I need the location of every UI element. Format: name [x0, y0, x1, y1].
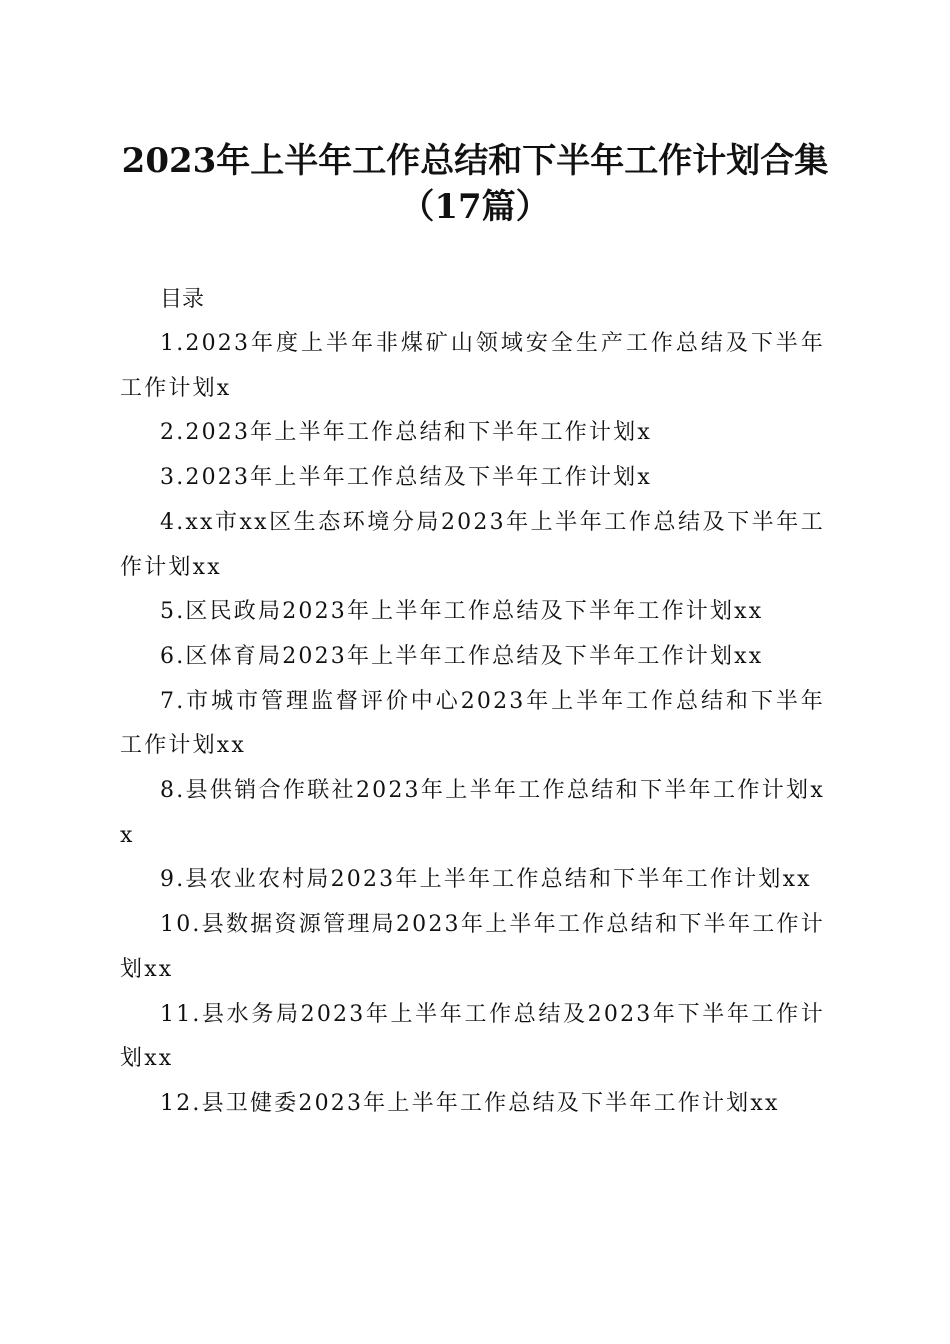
- toc-item-7: 7.市城市管理监督评价中心2023年上半年工作总结和下半年工作计划xx: [120, 688, 825, 759]
- toc-item-6: 6.区体育局2023年上半年工作总结及下半年工作计划xx: [160, 643, 764, 669]
- toc-item-8: 8.县供销合作联社2023年上半年工作总结和下半年工作计划xx: [120, 778, 825, 848]
- toc-list: [120, 322, 825, 1127]
- toc-item-10: 10.县数据资源管理局2023年上半年工作总结和下半年工作计划xx: [120, 912, 825, 982]
- toc-item-3: 3.2023年上半年工作总结及下半年工作计划x: [160, 465, 652, 491]
- toc-item-12: 12.县卫健委2023年上半年工作总结及下半年工作计划xx: [160, 1090, 780, 1116]
- toc-heading: 目录: [160, 287, 205, 312]
- toc-item-1: 1.2023年度上半年非煤矿山领域安全生产工作总结及下半年工作计划x: [120, 331, 825, 401]
- toc-item-11: 11.县水务局2023年上半年工作总结及2023年下半年工作计划xx: [120, 1001, 825, 1072]
- toc-item-9: 9.县农业农村局2023年上半年工作总结和下半年工作计划xx: [160, 867, 812, 893]
- toc-item-2: 2.2023年上半年工作总结和下半年工作计划x: [160, 420, 652, 446]
- table-of-contents: [120, 278, 825, 1127]
- toc-item-4: 4.xx市xx区生态环境分局2023年上半年工作总结及下半年工作计划xx: [120, 509, 825, 580]
- toc-item-5: 5.区民政局2023年上半年工作总结及下半年工作计划xx: [160, 599, 764, 625]
- document-title: 2023年上半年工作总结和下半年工作计划合集（17篇）: [121, 141, 829, 227]
